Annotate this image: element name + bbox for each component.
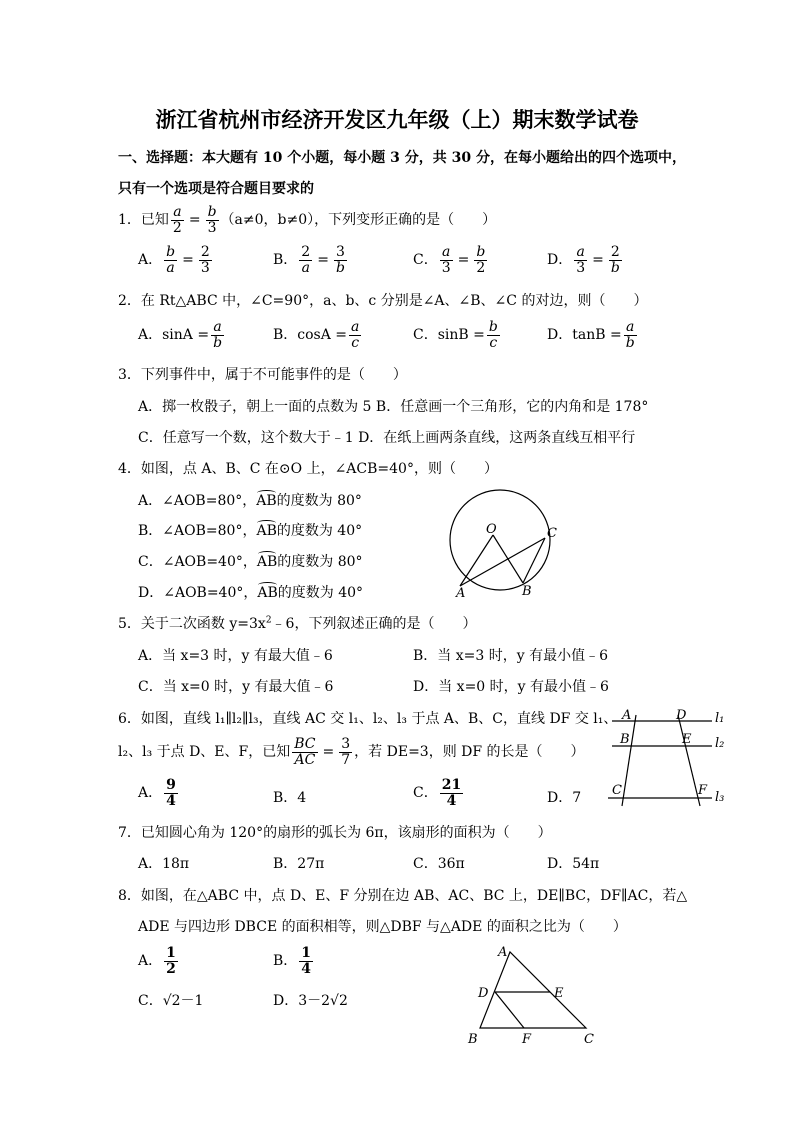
question-5-option-d: D．当 x=0 时，y 有最小值﹣6	[413, 679, 609, 695]
question-4-option-d: D．∠AOB=40°，AB的度数为 40°	[138, 585, 364, 601]
question-8-option-c: C．√2－1	[138, 993, 204, 1009]
section-heading-line1: 一、选择题：本大题有 10 个小题，每小题 3 分，共 30 分，在每小题给出的四个选项中，	[118, 150, 686, 166]
question-7-option-d: D．54π	[547, 856, 600, 872]
question-6-option-c: C． $\frac{21}{4}$	[413, 777, 462, 809]
question-2-option-d: D．tanB = $\frac{a}{b}$	[547, 319, 635, 351]
question-4-option-a: A．∠AOB=80°，AB的度数为 80°	[138, 493, 362, 509]
question-8-option-a: A． $\frac{1}{2}$	[138, 945, 176, 977]
question-6-line1: 6．如图，直线 l₁∥l₂∥l₃，直线 AC 交 l₁、l₂、l₃ 于点 A、B、C，直线 DF 交 l₁、	[118, 711, 618, 727]
svg-text:B: B	[620, 732, 630, 747]
question-3-options-cd: C．任意写一个数，这个数大于﹣1 D．在纸上画两条直线，这两条直线互相平行	[138, 430, 636, 446]
page-title: 浙江省杭州市经济开发区九年级（上）期末数学试卷	[155, 107, 639, 132]
question-8-option-d: D．3－2√2	[273, 993, 348, 1009]
question-6-line2: l₂、l₃ 于点 D、E、F，已知 $\frac{BC}{AC}$ = $\frac{3}{7}$ ，若 DE=3，则 DF 的长是（ ）	[118, 736, 585, 768]
svg-text:l₃: l₃	[715, 790, 725, 805]
question-2-stem: 2．在 Rt△ABC 中，∠C=90°，a、b、c 分别是∠A、∠B、∠C 的对边，则（ ）	[118, 293, 648, 309]
triangle-figure	[462, 940, 602, 1050]
question-4-stem: 4．如图，点 A、B、C 在⊙O 上，∠ACB=40°，则（ ）	[118, 461, 498, 477]
svg-text:F: F	[522, 1032, 532, 1047]
label-c: C	[547, 526, 557, 541]
svg-text:E: E	[682, 732, 692, 747]
question-7-option-c: C．36π	[413, 856, 465, 872]
question-8-option-b: B． $\frac{1}{4}$	[273, 945, 312, 977]
label-b: B	[522, 584, 532, 599]
svg-text:A: A	[498, 945, 508, 960]
label-o: O	[486, 522, 497, 537]
question-5-option-c: C．当 x=0 时，y 有最大值﹣6	[138, 679, 334, 695]
question-2-option-b: B．cosA = $\frac{a}{c}$	[273, 319, 360, 351]
section-heading-line2: 只有一个选项是符合题目要求的	[118, 181, 314, 197]
svg-text:A: A	[622, 708, 632, 723]
question-2-option-a: A．sinA = $\frac{a}{b}$	[138, 319, 223, 351]
question-1-option-b: B． $\frac{2}{a}$ = $\frac{3}{b}$	[273, 244, 345, 276]
question-7-option-b: B．27π	[273, 856, 325, 872]
question-8-line1: 8．如图，在△ABC 中，点 D、E、F 分别在边 AB、AC、BC 上，DE∥BC，DF∥AC，若△	[118, 888, 688, 904]
parallel-lines-figure	[600, 703, 740, 808]
svg-text:D: D	[478, 986, 489, 1001]
question-1-stem: 1．已知 $\frac{a}{2}$ = $\frac{b}{3}$ （a≠0，b≠0），下列变形正确的是（ ）	[118, 204, 497, 236]
svg-text:l₁: l₁	[715, 711, 725, 726]
svg-text:D: D	[676, 708, 687, 723]
question-8-line2: ADE 与四边形 DBCE 的面积相等，则△DBF 与△ADE 的面积之比为（ ）	[138, 919, 627, 935]
question-1-option-c: C． $\frac{a}{3}$ = $\frac{b}{2}$	[413, 244, 486, 276]
question-5-option-a: A．当 x=3 时，y 有最大值﹣6	[138, 648, 333, 664]
question-6-option-a: A． $\frac{9}{4}$	[138, 777, 176, 809]
circle-figure	[430, 485, 570, 600]
question-4-option-c: C．∠AOB=40°，AB的度数为 80°	[138, 554, 363, 570]
question-5-stem: 5．关于二次函数 $y=3x^2﹣6$，下列叙述正确的是（ ）	[118, 615, 477, 632]
question-3-stem: 3．下列事件中，属于不可能事件的是（ ）	[118, 367, 407, 383]
svg-text:C: C	[584, 1032, 594, 1047]
svg-text:B: B	[468, 1032, 478, 1047]
question-6-option-b: B．4	[273, 790, 307, 806]
question-5-option-b: B．当 x=3 时，y 有最小值﹣6	[413, 648, 608, 664]
svg-text:l₂: l₂	[715, 736, 725, 751]
question-3-options-ab: A．掷一枚骰子，朝上一面的点数为 5 B．任意画一个三角形，它的内角和是 178°	[138, 399, 649, 415]
question-7-option-a: A．18π	[138, 856, 190, 872]
svg-text:E: E	[554, 986, 564, 1001]
question-7-stem: 7．已知圆心角为 120°的扇形的弧长为 6π，该扇形的面积为（ ）	[118, 825, 552, 841]
question-1-option-d: D． $\frac{a}{3}$ = $\frac{2}{b}$	[547, 244, 620, 276]
svg-text:C: C	[612, 783, 622, 798]
svg-text:F: F	[698, 783, 708, 798]
label-a: A	[456, 586, 466, 600]
question-2-option-c: C．sinB = $\frac{b}{c}$	[413, 319, 498, 351]
question-1-option-a: A． $\frac{b}{a}$ = $\frac{2}{3}$	[138, 244, 210, 276]
question-4-option-b: B．∠AOB=80°，AB的度数为 40°	[138, 523, 363, 539]
question-6-option-d: D．7	[547, 790, 582, 806]
